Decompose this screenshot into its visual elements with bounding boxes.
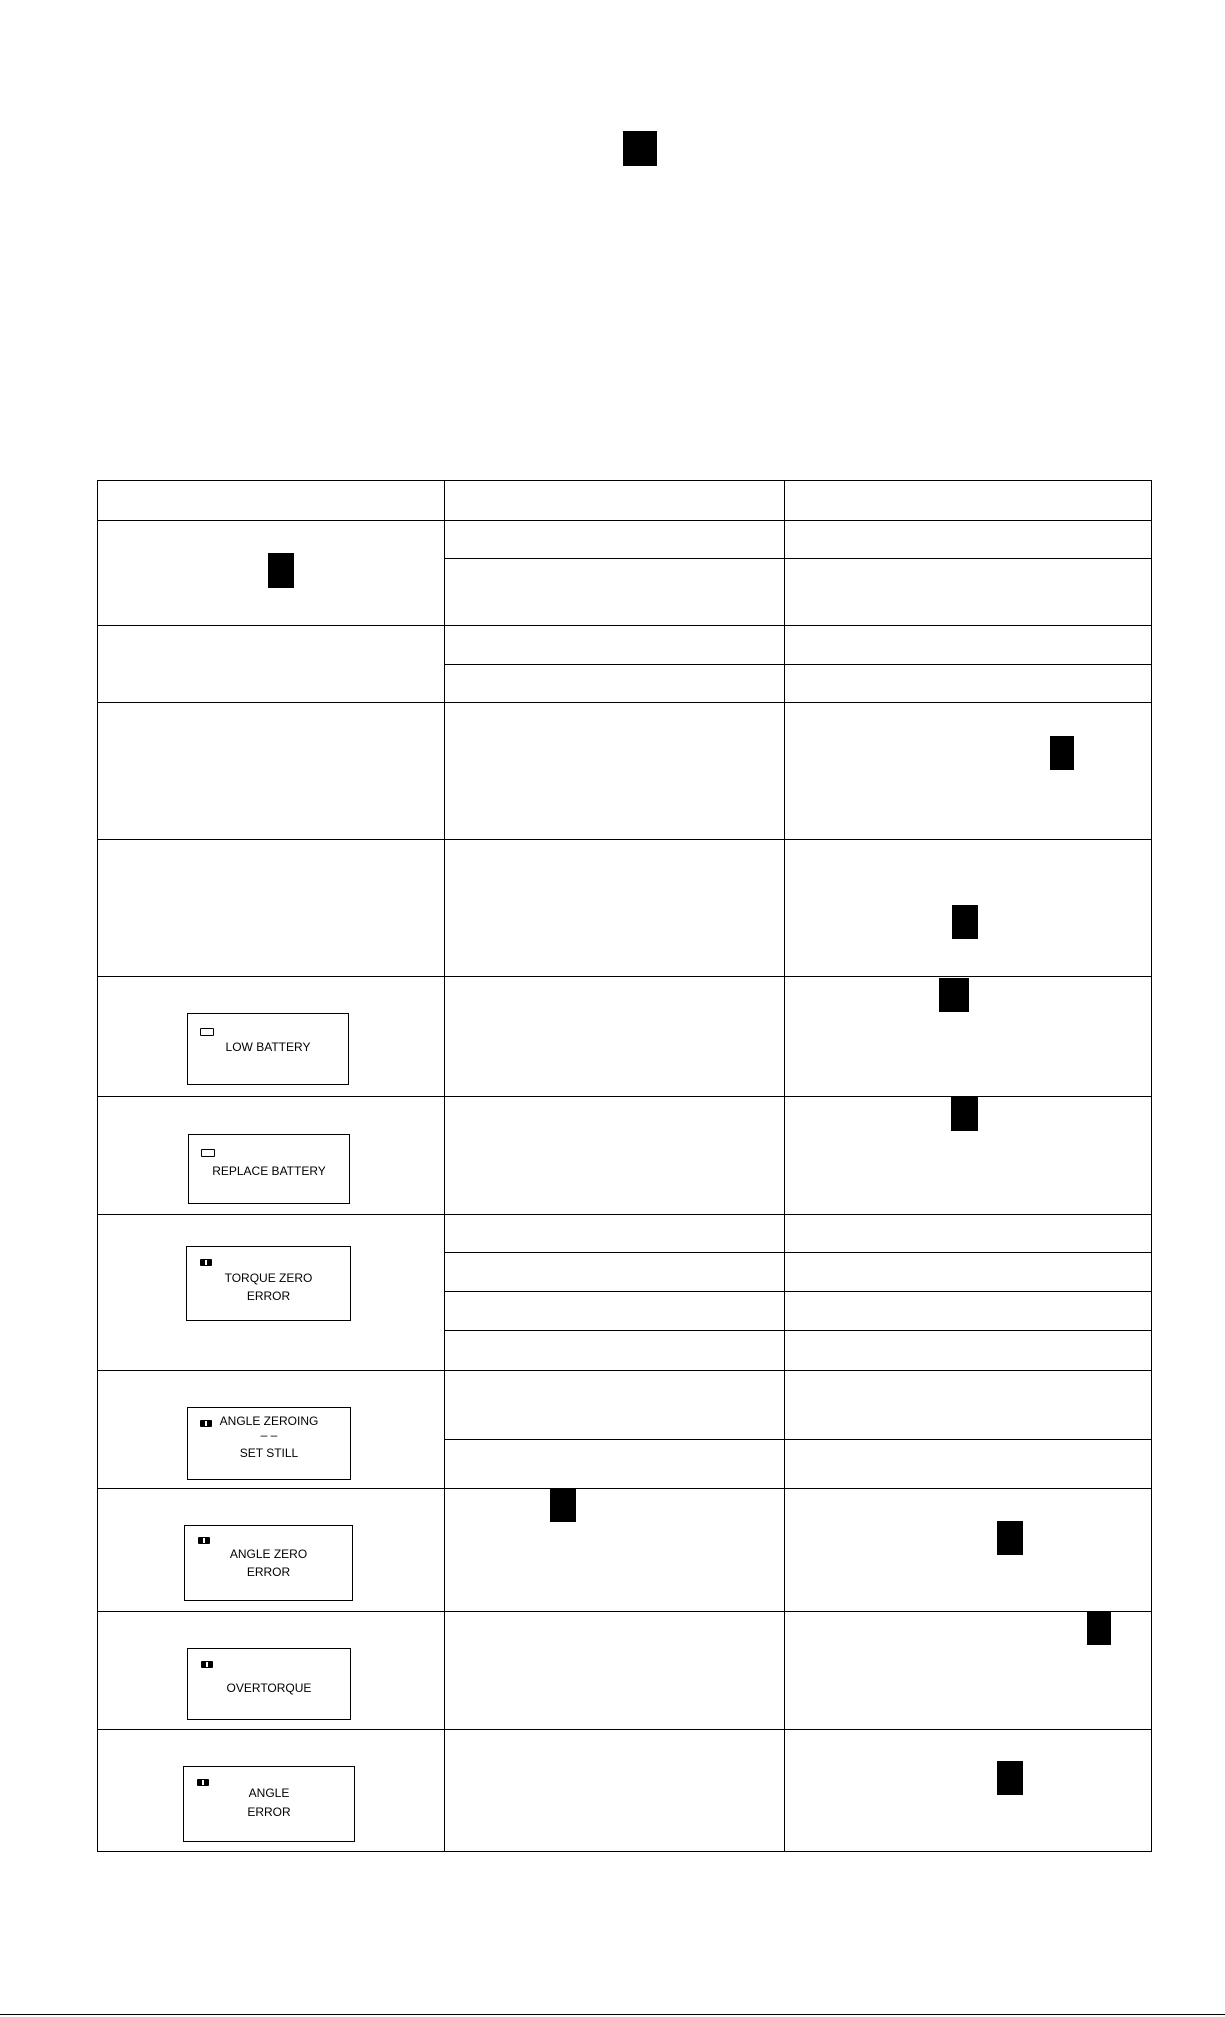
row-divider xyxy=(97,1214,1152,1215)
lcd-display-overtorque xyxy=(187,1648,351,1720)
redaction-block xyxy=(623,131,657,166)
row-divider xyxy=(97,702,1152,703)
lcd-line-2: – – xyxy=(260,1428,278,1442)
redaction-block xyxy=(952,905,978,939)
row-divider xyxy=(97,1370,1152,1371)
row-divider xyxy=(97,839,1152,840)
lcd-line-2: ERROR xyxy=(246,1289,291,1303)
table-border-bottom xyxy=(97,1851,1152,1852)
redaction-block xyxy=(997,1761,1023,1795)
row-divider xyxy=(97,520,1152,521)
battery-full-icon xyxy=(200,1259,212,1266)
row-divider xyxy=(97,1096,1152,1097)
lcd-display-low-battery xyxy=(187,1013,349,1085)
lcd-line-1: OVERTORQUE xyxy=(226,1681,312,1695)
subrow-divider xyxy=(444,1291,1152,1292)
subrow-divider xyxy=(444,1330,1152,1331)
redaction-block xyxy=(1050,736,1074,770)
subrow-divider xyxy=(444,558,1152,559)
lcd-line-1: ANGLE ZEROING xyxy=(219,1414,319,1428)
row-divider xyxy=(97,1729,1152,1730)
column-divider xyxy=(784,480,785,1852)
redaction-block xyxy=(550,1488,576,1522)
lcd-display-angle-zeroing xyxy=(187,1407,351,1480)
lcd-line-1: LOW BATTERY xyxy=(225,1040,311,1054)
row-divider xyxy=(97,625,1152,626)
column-divider xyxy=(444,480,445,1852)
table-border-right xyxy=(1151,480,1152,1852)
lcd-display-angle-zero-error xyxy=(184,1525,353,1601)
row-divider xyxy=(97,1488,1152,1489)
page-bottom-rule xyxy=(0,2014,1225,2015)
subrow-divider xyxy=(444,664,1152,665)
battery-full-icon xyxy=(201,1661,213,1668)
row-divider xyxy=(97,976,1152,977)
lcd-line-2: ERROR xyxy=(246,1565,291,1579)
table-border-left xyxy=(97,480,98,1852)
lcd-line-1: REPLACE BATTERY xyxy=(212,1164,326,1178)
lcd-line-1: ANGLE xyxy=(248,1786,290,1800)
row-divider xyxy=(97,1611,1152,1612)
redaction-block xyxy=(939,978,969,1012)
lcd-line-3: SET STILL xyxy=(239,1446,299,1460)
lcd-line-2: ERROR xyxy=(247,1805,291,1819)
lcd-line-1: TORQUE ZERO xyxy=(224,1271,313,1285)
lcd-display-angle-error xyxy=(183,1766,355,1842)
lcd-line-1: ANGLE ZERO xyxy=(229,1547,308,1561)
subrow-divider xyxy=(444,1252,1152,1253)
redaction-block xyxy=(1087,1611,1111,1645)
redaction-block xyxy=(997,1521,1023,1555)
redaction-block xyxy=(951,1097,978,1131)
battery-full-icon xyxy=(198,1537,210,1544)
battery-empty-icon xyxy=(201,1149,215,1157)
redaction-block xyxy=(268,553,294,588)
lcd-display-replace-battery xyxy=(188,1134,350,1204)
battery-empty-icon xyxy=(200,1028,214,1036)
lcd-display-torque-zero-error xyxy=(186,1246,351,1321)
table-border-top xyxy=(97,480,1152,481)
subrow-divider xyxy=(444,1439,1152,1440)
